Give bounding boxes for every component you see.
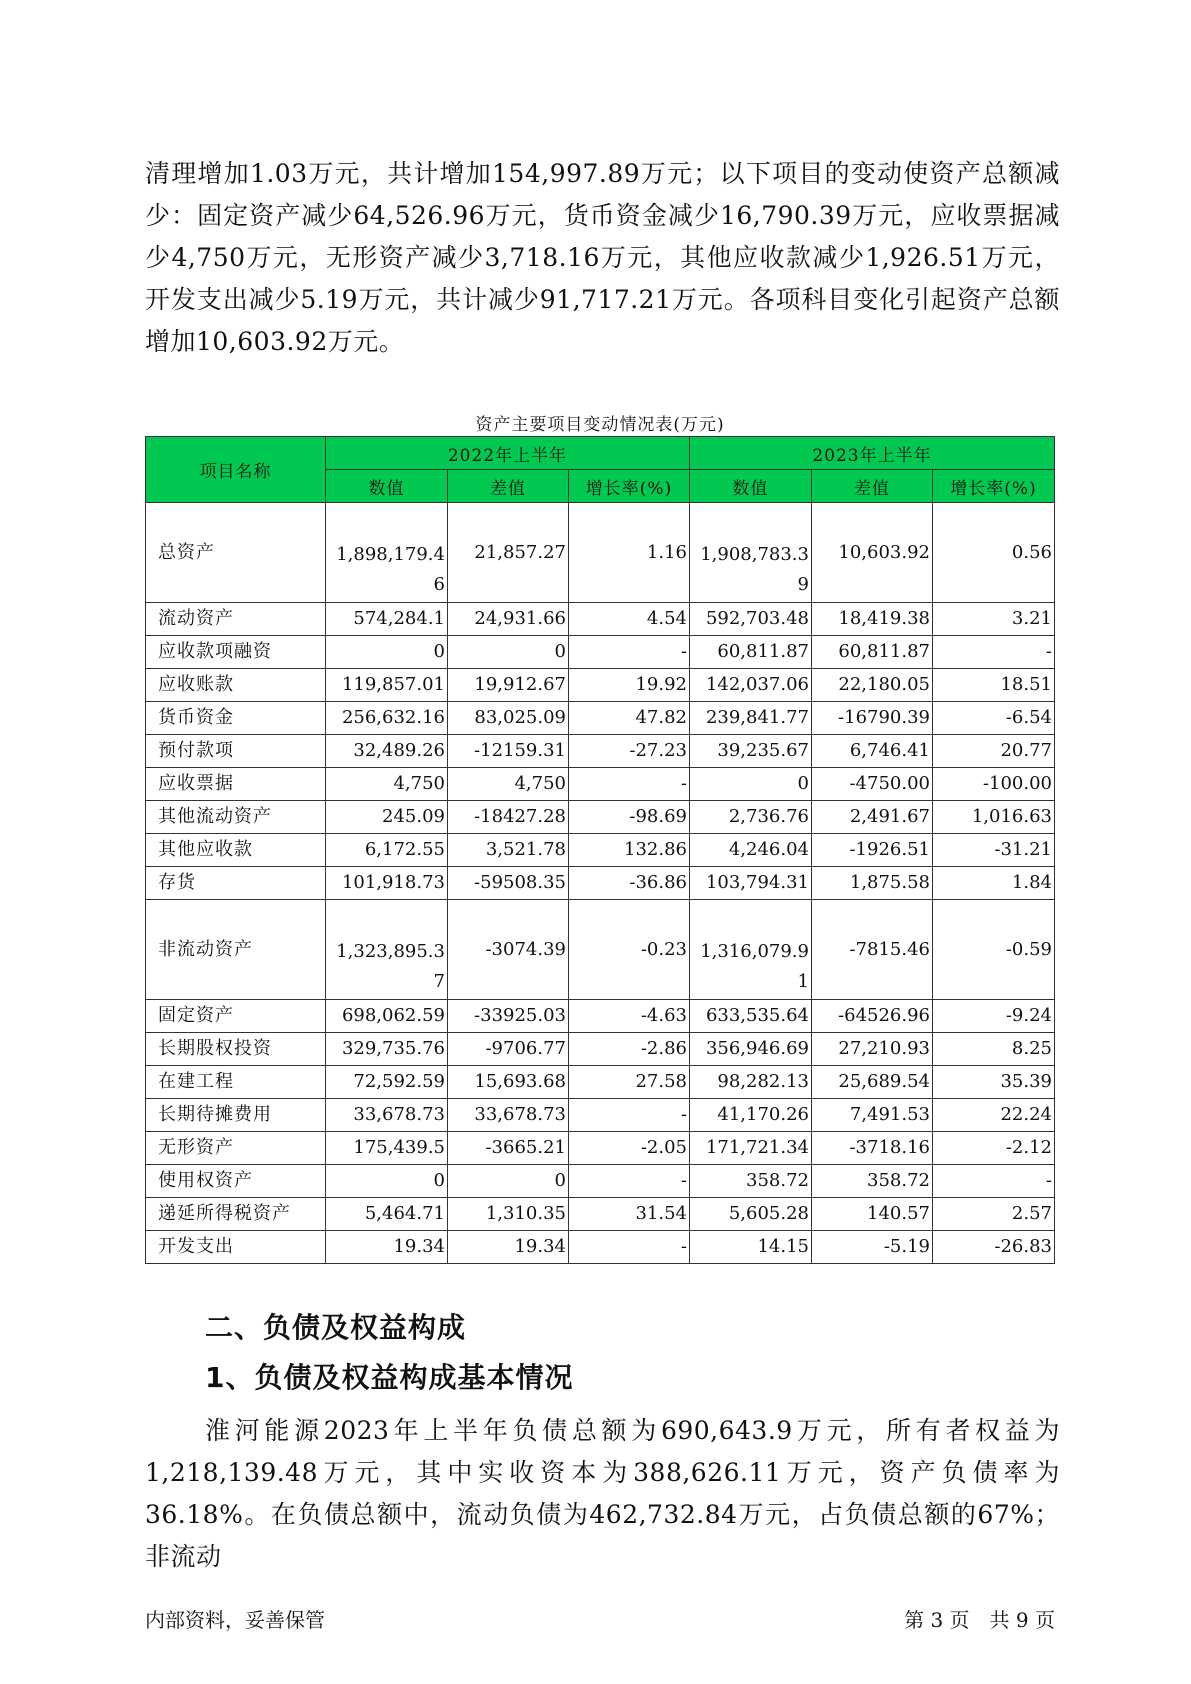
cell-r22: 19.92: [569, 669, 690, 702]
table-row: [146, 834, 1055, 867]
cell-r23: 3.21: [933, 603, 1055, 636]
cell-d22: 1,310.35: [448, 1198, 569, 1231]
cell-r23: 1.84: [933, 867, 1055, 900]
cell-d22: -3665.21: [448, 1132, 569, 1165]
header-rate-2023: 增长率(%): [933, 470, 1055, 503]
cell-d23: 60,811.87: [812, 636, 933, 669]
row-item-name: 应收票据: [146, 768, 326, 801]
cell-d22: 15,693.68: [448, 1066, 569, 1099]
header-period-2022: 2022年上半年: [326, 437, 690, 470]
cell-r22: 47.82: [569, 702, 690, 735]
cell-v23: 0: [690, 768, 812, 801]
table-caption: 资产主要项目变动情况表(万元): [475, 415, 725, 435]
cell-r22: -4.63: [569, 1000, 690, 1033]
cell-r23: 8.25: [933, 1033, 1055, 1066]
table-row: [146, 1132, 1055, 1165]
cell-r23: -6.54: [933, 702, 1055, 735]
cell-v22: 6,172.55: [326, 834, 448, 867]
cell-d23: 22,180.05: [812, 669, 933, 702]
cell-d23: 27,210.93: [812, 1033, 933, 1066]
cell-d23: -7815.46: [812, 900, 933, 1000]
row-item-name: 递延所得税资产: [146, 1198, 326, 1231]
header-period-2023: 2023年上半年: [690, 437, 1055, 470]
cell-d22: 19.34: [448, 1231, 569, 1264]
cell-v22: 1,323,895.37: [326, 900, 448, 1000]
cell-v23: 171,721.34: [690, 1132, 812, 1165]
header-diff-2022: 差值: [448, 470, 569, 503]
cell-v23: 4,246.04: [690, 834, 812, 867]
cell-d22: -33925.03: [448, 1000, 569, 1033]
cell-v23: 633,535.64: [690, 1000, 812, 1033]
table-row: [146, 503, 1055, 603]
cell-d22: 0: [448, 636, 569, 669]
cell-v22: 574,284.1: [326, 603, 448, 636]
cell-r22: -98.69: [569, 801, 690, 834]
cell-r23: -26.83: [933, 1231, 1055, 1264]
cell-r23: 18.51: [933, 669, 1055, 702]
cell-v22: 33,678.73: [326, 1099, 448, 1132]
cell-v22: 245.09: [326, 801, 448, 834]
debt-paragraph: 淮河能源2023年上半年负债总额为690,643.9万元，所有者权益为1,218,139.48万元，其中实收资本为388,626.11万元，资产负债率为36.18%。在负债总额中，流动负债为462,732.84万元，占负债总额的67%；非流动: [145, 1416, 1060, 1571]
cell-r23: 2.57: [933, 1198, 1055, 1231]
row-item-name: 长期待摊费用: [146, 1099, 326, 1132]
cell-v22: 329,735.76: [326, 1033, 448, 1066]
cell-d22: -12159.31: [448, 735, 569, 768]
cell-r22: 31.54: [569, 1198, 690, 1231]
table-row: [146, 669, 1055, 702]
cell-d23: 358.72: [812, 1165, 933, 1198]
cell-r22: -2.05: [569, 1132, 690, 1165]
cell-r23: 35.39: [933, 1066, 1055, 1099]
cell-r23: 22.24: [933, 1099, 1055, 1132]
cell-r22: 4.54: [569, 603, 690, 636]
table-row: [146, 1099, 1055, 1132]
cell-d23: 10,603.92: [812, 503, 933, 603]
row-item-name: 货币资金: [146, 702, 326, 735]
cell-v23: 1,908,783.39: [690, 503, 812, 603]
cell-d23: 18,419.38: [812, 603, 933, 636]
row-item-name: 存货: [146, 867, 326, 900]
table-row: [146, 636, 1055, 669]
cell-r22: -: [569, 768, 690, 801]
row-item-name: 应收款项融资: [146, 636, 326, 669]
cell-v23: 5,605.28: [690, 1198, 812, 1231]
cell-v23: 103,794.31: [690, 867, 812, 900]
cell-r23: -31.21: [933, 834, 1055, 867]
cell-r22: 27.58: [569, 1066, 690, 1099]
cell-v23: 39,235.67: [690, 735, 812, 768]
cell-d23: 140.57: [812, 1198, 933, 1231]
footer-confidential-note: 内部资料，妥善保管: [145, 1608, 325, 1632]
row-item-name: 非流动资产: [146, 900, 326, 1000]
cell-d23: -1926.51: [812, 834, 933, 867]
header-value-2022: 数值: [326, 470, 448, 503]
row-item-name: 其他流动资产: [146, 801, 326, 834]
cell-v22: 119,857.01: [326, 669, 448, 702]
cell-r22: -: [569, 1231, 690, 1264]
cell-v22: 0: [326, 636, 448, 669]
cell-v22: 101,918.73: [326, 867, 448, 900]
cell-r22: 132.86: [569, 834, 690, 867]
cell-v23: 1,316,079.91: [690, 900, 812, 1000]
row-item-name: 无形资产: [146, 1132, 326, 1165]
cell-d23: 6,746.41: [812, 735, 933, 768]
cell-r22: -2.86: [569, 1033, 690, 1066]
header-rate-2022: 增长率(%): [569, 470, 690, 503]
asset-change-table: [145, 436, 1055, 1264]
cell-d23: -64526.96: [812, 1000, 933, 1033]
cell-r23: -2.12: [933, 1132, 1055, 1165]
intro-paragraph: 清理增加1.03万元，共计增加154,997.89万元；以下项目的变动使资产总额减少：固定资产减少64,526.96万元，货币资金减少16,790.39万元，应收票据减少4,750万元，无形资产减少3,718.16万元，其他应收款减少1,926.51万元，开发支出减少5.19万元，共计减少91,717.21万元。各项科目变化引起资产总额增加10,603.92万元。: [145, 159, 1060, 356]
cell-v23: 41,170.26: [690, 1099, 812, 1132]
cell-d22: 24,931.66: [448, 603, 569, 636]
cell-d22: 3,521.78: [448, 834, 569, 867]
subsection-heading: 1、负债及权益构成基本情况: [205, 1361, 574, 1394]
cell-v23: 60,811.87: [690, 636, 812, 669]
header-value-2023: 数值: [690, 470, 812, 503]
cell-d22: 83,025.09: [448, 702, 569, 735]
header-diff-2023: 差值: [812, 470, 933, 503]
cell-d22: -3074.39: [448, 900, 569, 1000]
cell-d22: 33,678.73: [448, 1099, 569, 1132]
cell-d23: 1,875.58: [812, 867, 933, 900]
cell-v22: 5,464.71: [326, 1198, 448, 1231]
cell-d22: 19,912.67: [448, 669, 569, 702]
row-item-name: 开发支出: [146, 1231, 326, 1264]
cell-r22: -: [569, 1099, 690, 1132]
row-item-name: 总资产: [146, 503, 326, 603]
cell-d23: -4750.00: [812, 768, 933, 801]
cell-d22: -9706.77: [448, 1033, 569, 1066]
cell-r23: -9.24: [933, 1000, 1055, 1033]
cell-v22: 175,439.5: [326, 1132, 448, 1165]
cell-r23: 1,016.63: [933, 801, 1055, 834]
row-item-name: 流动资产: [146, 603, 326, 636]
table-row: [146, 1000, 1055, 1033]
row-item-name: 预付款项: [146, 735, 326, 768]
cell-r23: -: [933, 636, 1055, 669]
cell-d23: -5.19: [812, 1231, 933, 1264]
table-row: [146, 1198, 1055, 1231]
row-item-name: 在建工程: [146, 1066, 326, 1099]
cell-v23: 142,037.06: [690, 669, 812, 702]
cell-v22: 19.34: [326, 1231, 448, 1264]
header-item-name: 项目名称: [146, 437, 326, 503]
table-row: [146, 702, 1055, 735]
cell-r22: -: [569, 1165, 690, 1198]
cell-v22: 1,898,179.46: [326, 503, 448, 603]
table-row: [146, 867, 1055, 900]
row-item-name: 其他应收款: [146, 834, 326, 867]
cell-v22: 256,632.16: [326, 702, 448, 735]
cell-d23: -16790.39: [812, 702, 933, 735]
cell-v22: 32,489.26: [326, 735, 448, 768]
cell-r22: -36.86: [569, 867, 690, 900]
row-item-name: 固定资产: [146, 1000, 326, 1033]
cell-r22: -0.23: [569, 900, 690, 1000]
cell-v22: 0: [326, 1165, 448, 1198]
cell-v23: 358.72: [690, 1165, 812, 1198]
table-row: [146, 603, 1055, 636]
cell-d22: 0: [448, 1165, 569, 1198]
table-row: [146, 735, 1055, 768]
cell-r23: -0.59: [933, 900, 1055, 1000]
table-row: [146, 1066, 1055, 1099]
cell-r23: -: [933, 1165, 1055, 1198]
cell-v23: 98,282.13: [690, 1066, 812, 1099]
table-row: [146, 1165, 1055, 1198]
cell-v23: 14.15: [690, 1231, 812, 1264]
cell-d23: 7,491.53: [812, 1099, 933, 1132]
cell-v22: 698,062.59: [326, 1000, 448, 1033]
table-body: [146, 503, 1055, 1264]
row-item-name: 应收账款: [146, 669, 326, 702]
table-row: [146, 801, 1055, 834]
cell-v23: 239,841.77: [690, 702, 812, 735]
cell-d22: 4,750: [448, 768, 569, 801]
cell-v22: 4,750: [326, 768, 448, 801]
cell-v23: 356,946.69: [690, 1033, 812, 1066]
cell-v23: 2,736.76: [690, 801, 812, 834]
cell-v22: 72,592.59: [326, 1066, 448, 1099]
cell-r22: -: [569, 636, 690, 669]
cell-d22: -59508.35: [448, 867, 569, 900]
cell-r23: 20.77: [933, 735, 1055, 768]
table-row: [146, 900, 1055, 1000]
footer-page-number: 第 3 页 共 9 页: [904, 1608, 1055, 1632]
cell-r22: 1.16: [569, 503, 690, 603]
section-heading: 二、负债及权益构成: [205, 1311, 467, 1344]
cell-d22: 21,857.27: [448, 503, 569, 603]
cell-d23: -3718.16: [812, 1132, 933, 1165]
table-row: [146, 768, 1055, 801]
table-row: [146, 1033, 1055, 1066]
row-item-name: 长期股权投资: [146, 1033, 326, 1066]
cell-r22: -27.23: [569, 735, 690, 768]
table-row: [146, 1231, 1055, 1264]
cell-d22: -18427.28: [448, 801, 569, 834]
cell-d23: 25,689.54: [812, 1066, 933, 1099]
row-item-name: 使用权资产: [146, 1165, 326, 1198]
cell-v23: 592,703.48: [690, 603, 812, 636]
cell-r23: -100.00: [933, 768, 1055, 801]
cell-r23: 0.56: [933, 503, 1055, 603]
cell-d23: 2,491.67: [812, 801, 933, 834]
